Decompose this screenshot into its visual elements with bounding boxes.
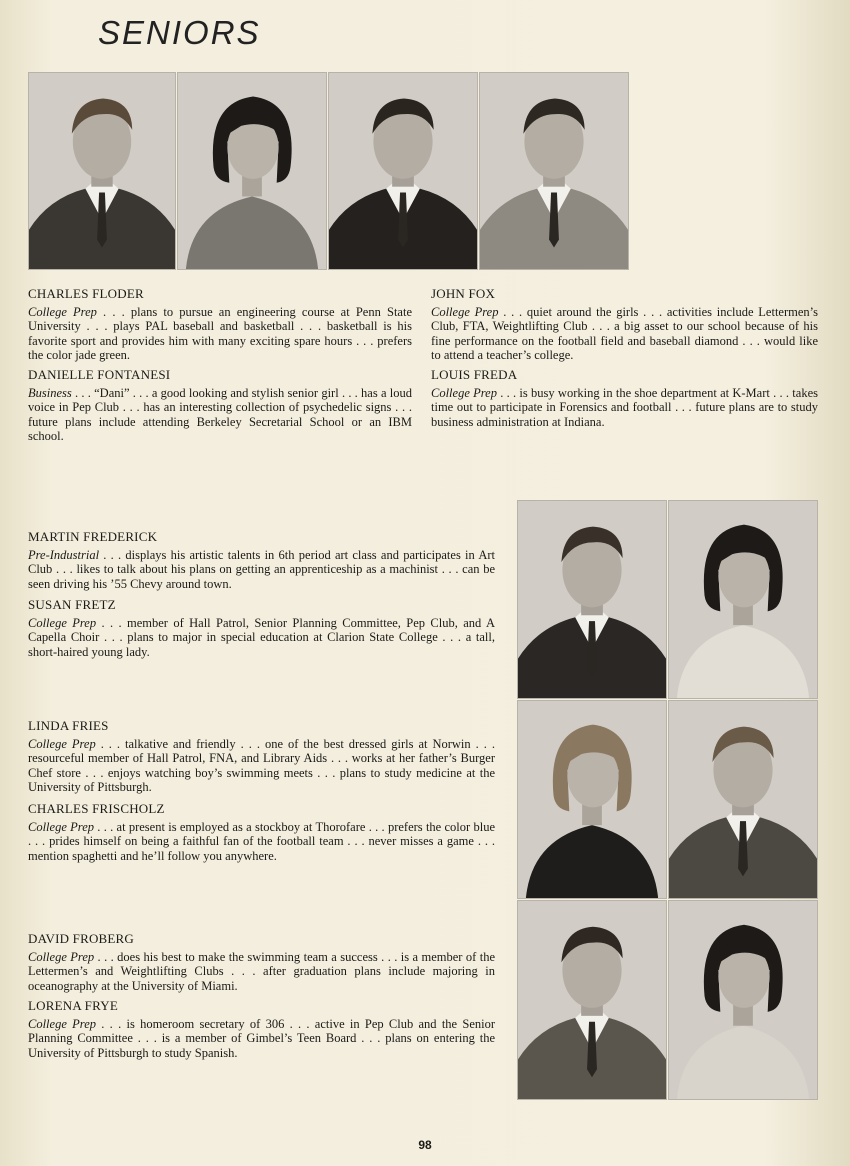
senior-name: CHARLES FLODER [28,286,144,301]
senior-course: Business [28,385,72,400]
senior-course: College Prep [28,949,95,964]
senior-description: Business . . . “Dani” . . . a good looking and stylish senior girl . . . has a loud voice in Pep Club . . . has an interesting collection of psychedelic signs . . . future plans include attending Berkeley Secretarial School or an IBM school. [28,385,412,443]
senior-course: College Prep [431,304,499,319]
portrait-silhouette [518,501,666,698]
portrait-photo [668,500,818,699]
portrait-silhouette [669,901,817,1099]
senior-description: College Prep . . . talkative and friendly . . . one of the best dressed girls at Norwin . . . resourceful member of Hall Patrol, FNA, and Library Aids . . . works at her father’s Burger Chef store . . . enjoys watching boy’s swimming meets . . . plans to study medicine at the University of Pittsburgh. [28,736,495,794]
senior-name: LOUIS FREDA [431,367,518,382]
senior-name: LORENA FRYE [28,998,118,1013]
senior-name: DANIELLE FONTANESI [28,367,171,382]
portrait-photo [517,900,667,1100]
senior-description: College Prep . . . plans to pursue an engineering course at Penn State University . . . plays PAL baseball and basketball . . . basketball is his favorite sport and provides him with many exciting spare hours . . . prefers the color jade green. [28,304,412,362]
senior-entry [28,530,495,591]
senior-description: College Prep . . . quiet around the girls . . . activities include Lettermen’s Club, FTA, Weightlifting Club . . . a big asset to our school because of his fine performance on the football field and baseball diamond . . . would like to attend a teacher’s college. [431,304,818,362]
senior-course: College Prep [28,1016,96,1031]
portrait-silhouette [480,73,628,269]
portrait-silhouette [518,901,666,1099]
senior-description: College Prep . . . is homeroom secretary of 306 . . . active in Pep Club and the Senior Planning Committee . . . is a member of Gimbel’s Teen Board . . . plans on entering the University of Pittsburgh to study Spanish. [28,1016,496,1060]
portrait-silhouette [178,73,326,269]
senior-name: LINDA FRIES [28,718,109,733]
portrait-photo [328,72,478,270]
senior-name: DAVID FROBERG [28,931,135,946]
senior-course: Pre-Industrial [28,547,100,562]
portrait-photo [517,500,667,699]
portrait-photo [668,900,818,1100]
senior-entry [28,802,495,863]
senior-description: College Prep . . . is busy working in the shoe department at K-Mart . . . takes time out to participate in Forensics and football . . . future plans are to study business administration at Indiana. [431,385,818,429]
senior-entry [28,287,412,363]
portrait-photo [668,700,818,899]
portrait-photo [177,72,327,270]
senior-description: College Prep . . . at present is employed as a stockboy at Thorofare . . . prefers the color blue . . . prides himself on being a faithful fan of the football team . . . never misses a game . . . mention spaghetti and he’ll follow you anywhere. [28,819,495,863]
senior-entry [28,932,495,993]
senior-entry [28,598,495,659]
portrait-photo [517,700,667,899]
senior-description: College Prep . . . member of Hall Patrol, Senior Planning Committee, Pep Club, and A Capella Choir . . . plans to major in special education at Clarion State College . . . a tall, short-haired young lady. [28,615,496,659]
portrait-silhouette [29,73,175,269]
portrait-silhouette [669,501,817,698]
portrait-photo [28,72,176,270]
senior-description: Pre-Industrial . . . displays his artistic talents in 6th period art class and participates in Art Club . . . likes to talk about his plans on getting an apprenticeship as a machinist . . . can be seen driving his ’55 Chevy around town. [28,547,495,591]
senior-course: College Prep [28,736,96,751]
portrait-photo [479,72,629,270]
portrait-silhouette [329,73,477,269]
senior-course: College Prep [28,304,97,319]
senior-entry [431,368,818,429]
portrait-silhouette [669,701,817,898]
senior-entry [28,999,495,1060]
senior-name: CHARLES FRISCHOLZ [28,801,165,816]
page-title: SENIORS [98,14,261,51]
senior-course: College Prep [431,385,497,400]
page-number: 98 [418,1138,432,1152]
senior-entry [28,719,495,795]
senior-course: College Prep [28,615,97,630]
senior-course: College Prep [28,819,95,834]
portrait-silhouette [518,701,666,898]
senior-name: MARTIN FREDERICK [28,529,158,544]
senior-entry [431,287,818,363]
senior-entry [28,368,412,444]
senior-name: JOHN FOX [431,286,496,301]
senior-name: SUSAN FRETZ [28,597,116,612]
senior-description: College Prep . . . does his best to make the swimming team a success . . . is a member of the Lettermen’s and Weightlifting Clubs . . . after graduation plans include majoring in oceanography at the University of Miami. [28,949,495,993]
